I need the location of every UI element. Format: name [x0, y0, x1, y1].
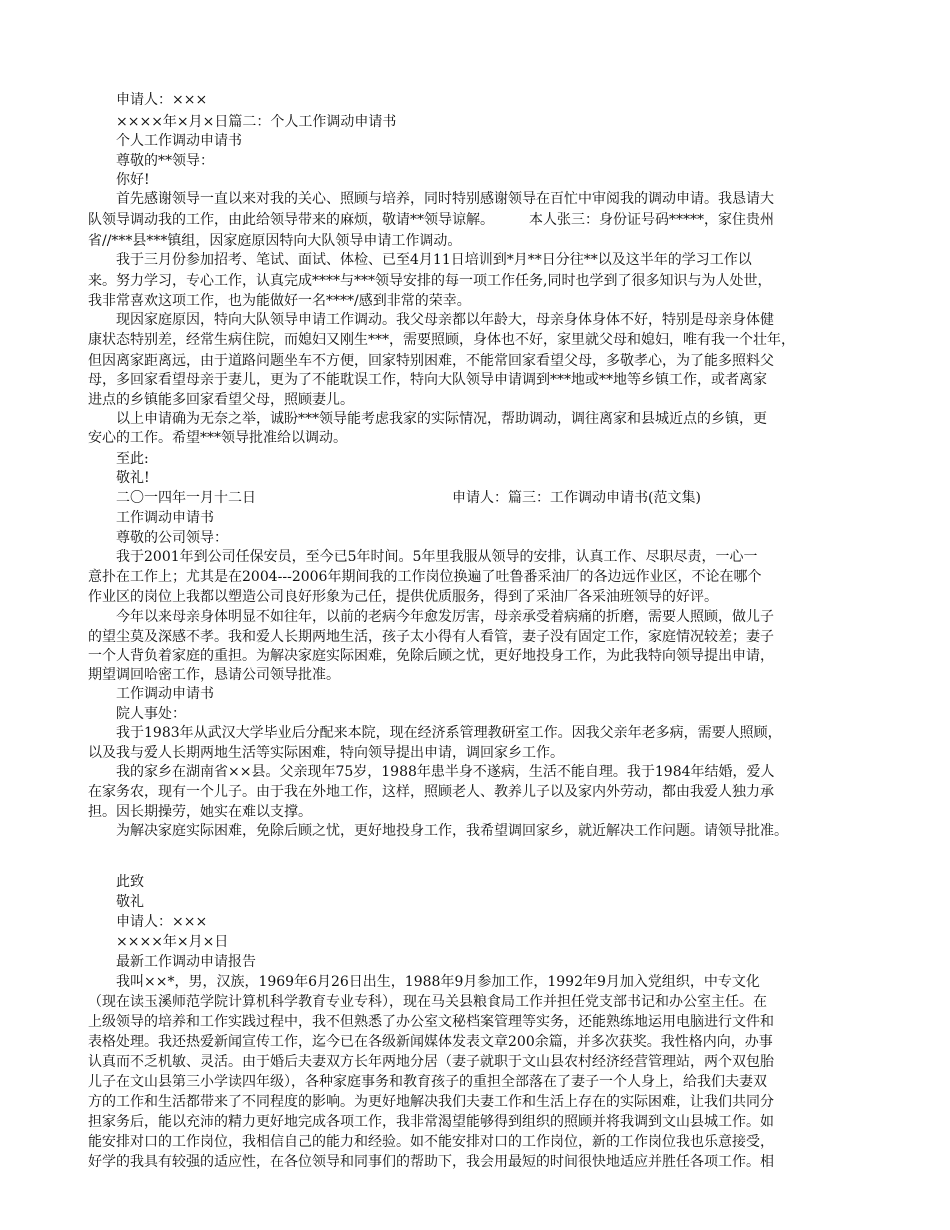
text-line: 儿子在文山县第三小学读四年级），各种家庭事务和教育孩子的重担全部落在了妻子一个人身上，给我们夫妻双	[88, 1074, 767, 1090]
text-line: 我于2001年到公司任保安员，至今已5年时间。5年里我服从领导的安排，认真工作、尽职尽责，一心一	[88, 549, 758, 565]
text-line: 以及我与爱人长期两地生活等实际困难，特向领导提出申请，调回家乡工作。	[88, 745, 564, 761]
text-line: 但因离家距离远，由于道路问题坐车不方便，回家特别困难，不能常回家看望父母，多敬孝心，为了能多照料父	[88, 353, 774, 369]
text-line: 申请人：×××	[88, 92, 208, 108]
text-line: （现在读玉溪师范学院计算机科学教育专业专科），现在马关县粮食局工作并担任党支部书记和办公室主任。在	[88, 994, 767, 1010]
text-line: 尊敬的**领导：	[88, 153, 214, 169]
text-line: 敬礼	[88, 894, 144, 910]
text-line: 方的工作和生活都带来了不同程度的影响。为更好地解决我们夫妻工作和生活上存在的实际困难，让我们共同分	[88, 1094, 774, 1110]
text-line: ××××年×月×日篇二：个人工作调动申请书	[88, 114, 397, 130]
text-line: 期望调回哈密工作，恳请公司领导批准。	[88, 667, 340, 683]
text-line: 安心的工作。希望***领导批准给以调动。	[88, 430, 347, 446]
text-line: 来。努力学习，专心工作，认真完成****与***领导安排的每一项工作任务,同时也学到了很多知识与为人处世，	[88, 273, 772, 289]
text-line: 以上申请确为无奈之举，诚盼***领导能考虑我家的实际情况，帮助调动，调往离家和县城近点的乡镇，更	[88, 411, 767, 427]
text-line: 在家务农，现有一个儿子。由于我在外地工作，这样，照顾老人、教养儿子以及家内外劳动，都由我爱人独力承	[88, 784, 774, 800]
text-line: 你好!	[88, 172, 150, 188]
text-line: 我叫××*，男，汉族，1969年6月26日出生，1988年9月参加工作，1992年9月加入党组织，中专文化	[88, 974, 760, 990]
text-line: 院人事处：	[88, 706, 186, 722]
text-line: 申请人：×××	[88, 914, 208, 930]
text-line: ××××年×月×日	[88, 934, 229, 950]
text-line: 个人工作调动申请书	[88, 133, 242, 149]
text-line: 担。因长期操劳，她实在难以支撑。	[88, 804, 312, 820]
text-line	[88, 853, 864, 871]
text-line: 的望尘莫及深感不孝。我和爱人长期两地生活，孩子太小得有人看管，妻子没有固定工作，家庭情况较差；妻子	[88, 629, 774, 645]
text-line: 一个人背负着家庭的重担。为解决家庭实际困难，免除后顾之忧，更好地投身工作，为此我特向领导提出申请，	[88, 648, 774, 664]
text-line: 至此:	[88, 451, 149, 467]
text-line: 二〇一四年一月十二日 申请人：篇三：工作调动申请书(范文集)	[88, 490, 701, 506]
text-line: 认真而不乏机敏、灵活。由于婚后夫妻双方长年两地分居（妻子就职于文山县农村经济经营管理站，两个双包胎	[88, 1054, 774, 1070]
text-line: 担家务后，能以充沛的精力更好地完成各项工作，我非常渴望能够得到组织的照顾并将我调到文山县城工作。如	[88, 1114, 774, 1130]
text-line: 今年以来母亲身体明显不如往年，以前的老病今年愈发厉害，母亲承受着病痛的折磨，需要人照顾，做儿子	[88, 609, 774, 625]
text-line: 表格处理。我还热爱新闻宣传工作，迄今已在各级新闻媒体发表文章200余篇，并多次获奖。我性格内向，办事	[88, 1034, 773, 1050]
text-line: 作业区的岗位上我都以塑造公司良好形象为己任，提供优质服务，得到了采油厂各采油班领导的好评。	[88, 589, 718, 605]
text-line: 我于1983年从武汉大学毕业后分配来本院，现在经济系管理教研室工作。因我父亲年老多病，需要人照顾，	[88, 725, 782, 741]
text-line: 进点的乡镇能多回家看望父母，照顾妻儿。	[88, 392, 354, 408]
text-line: 尊敬的公司领导：	[88, 530, 228, 546]
text-line: 工作调动申请书	[88, 510, 214, 526]
text-line: 康状态特别差，经常生病住院，而媳妇又刚生***，需要照顾，身体也不好，家里就父母和媳妇，唯有我一个壮年，	[88, 332, 795, 348]
text-line: 现因家庭原因，特向大队领导申请工作调动。我父母亲都以年龄大，母亲身体身体不好，特别是母亲身体健	[88, 312, 774, 328]
text-line: 工作调动申请书	[88, 686, 214, 702]
text-line: 我于三月份参加招考、笔试、面试、体检、已至4月11日培训到*月**日分往**以及这半年的学习工作以	[88, 252, 752, 268]
text-line: 此致	[88, 874, 144, 890]
text-line: 省//***县***镇组，因家庭原因特向大队领导申请工作调动。	[88, 233, 462, 249]
text-line: 能安排对口的工作岗位，我相信自己的能力和经验。如不能安排对口的工作岗位，新的工作岗位我也乐意接受，	[88, 1134, 774, 1150]
text-line: 首先感谢领导一直以来对我的关心、照顾与培养，同时特别感谢领导在百忙中审阅我的调动申请。我恳请大	[88, 191, 774, 207]
text-line: 意扑在工作上；尤其是在2004---2006年期间我的工作岗位换遍了吐鲁番采油厂的各边远作业区，不论在哪个	[88, 569, 762, 585]
text-line: 上级领导的培养和工作实践过程中，我不但熟悉了办公室文秘档案管理等实务，还能熟练地运用电脑进行文件和	[88, 1014, 774, 1030]
text-line: 好学的我具有较强的适应性，在各位领导和同事们的帮助下，我会用最短的时间很快地适应并胜任各项工作。相	[88, 1154, 774, 1170]
text-line: 母，多回家看望母亲于妻儿，更为了不能耽误工作，特向大队领导申请调到***地或**地等乡镇工作，或者离家	[88, 372, 767, 388]
text-line: 我非常喜欢这项工作，也为能做好一名****/感到非常的荣幸。	[88, 293, 471, 309]
text-line: 最新工作调动申请报告	[88, 954, 256, 970]
text-line: 我的家乡在湖南省××县。父亲现年75岁，1988年患半身不遂病，生活不能自理。我于1984年结婚，爱人	[88, 764, 775, 780]
text-line: 敬礼!	[88, 470, 150, 486]
text-line: 为解决家庭实际困难，免除后顾之忧，更好地投身工作，我希望调回家乡，就近解决工作问题。请领导批准。	[88, 823, 788, 839]
text-line: 队领导调动我的工作，由此给领导带来的麻烦，敬请**领导谅解。 本人张三：身份证号码*****，家住贵州	[88, 212, 774, 228]
